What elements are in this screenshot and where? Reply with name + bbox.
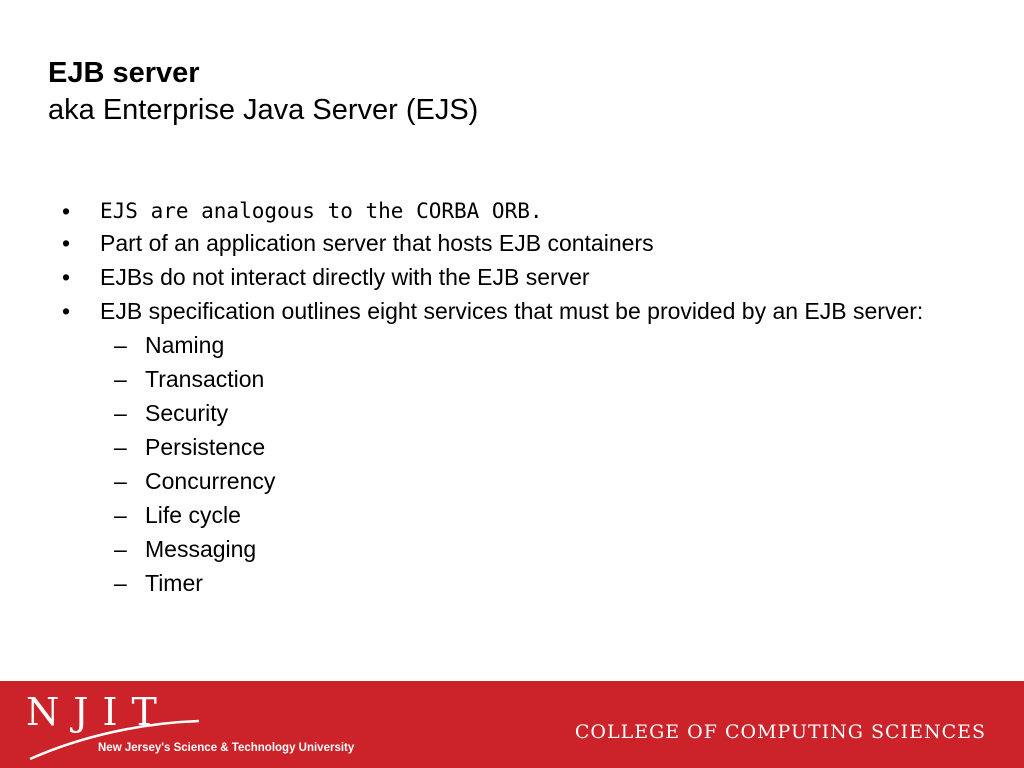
service-label: Messaging	[145, 536, 257, 562]
bullet-list	[56, 196, 986, 604]
service-item	[56, 434, 942, 460]
service-item	[56, 502, 942, 528]
services-list	[56, 332, 942, 596]
service-item	[56, 468, 942, 494]
bullet-item	[56, 298, 986, 596]
bullet-item	[56, 230, 986, 256]
bullet-item	[56, 264, 986, 290]
service-item	[56, 536, 942, 562]
bullet-text: EJB specification outlines eight services that must be provided by an EJB server:	[100, 298, 924, 324]
logo-wordmark: NJIT	[26, 690, 171, 734]
service-label: Security	[145, 400, 229, 426]
service-item	[56, 570, 942, 596]
dash-marker: –	[114, 434, 127, 460]
footer-band	[0, 681, 1024, 768]
slide-title	[48, 54, 478, 128]
service-item	[56, 332, 942, 358]
bullet-marker: •	[62, 264, 71, 290]
dash-marker: –	[114, 502, 127, 528]
service-label: Persistence	[145, 434, 266, 460]
service-item	[56, 400, 942, 426]
bullet-marker: •	[62, 230, 71, 256]
dash-marker: –	[114, 366, 127, 392]
bullet-marker: •	[62, 298, 71, 324]
bullet-item	[56, 196, 986, 226]
service-label: Life cycle	[145, 502, 241, 528]
bullet-text: EJS are analogous to the CORBA ORB.	[100, 199, 543, 223]
dash-marker: –	[114, 468, 127, 494]
dash-marker: –	[114, 536, 127, 562]
bullet-marker: •	[62, 198, 71, 224]
dash-marker: –	[114, 570, 127, 596]
college-name: COLLEGE OF COMPUTING SCIENCES	[574, 721, 986, 743]
dash-marker: –	[114, 332, 127, 358]
logo-tagline: New Jersey's Science & Technology University	[98, 742, 355, 754]
service-label: Concurrency	[145, 468, 276, 494]
service-label: Transaction	[145, 366, 265, 392]
njit-logo	[24, 687, 384, 765]
dash-marker: –	[114, 400, 127, 426]
service-item	[56, 366, 942, 392]
title-subtitle: aka Enterprise Java Server (EJS)	[48, 94, 479, 126]
service-label: Timer	[145, 570, 203, 596]
bullet-text: EJBs do not interact directly with the EJB server	[100, 264, 590, 290]
bullet-text: Part of an application server that hosts EJB containers	[100, 230, 654, 256]
service-label: Naming	[145, 332, 225, 358]
title-main: EJB server	[48, 57, 200, 89]
